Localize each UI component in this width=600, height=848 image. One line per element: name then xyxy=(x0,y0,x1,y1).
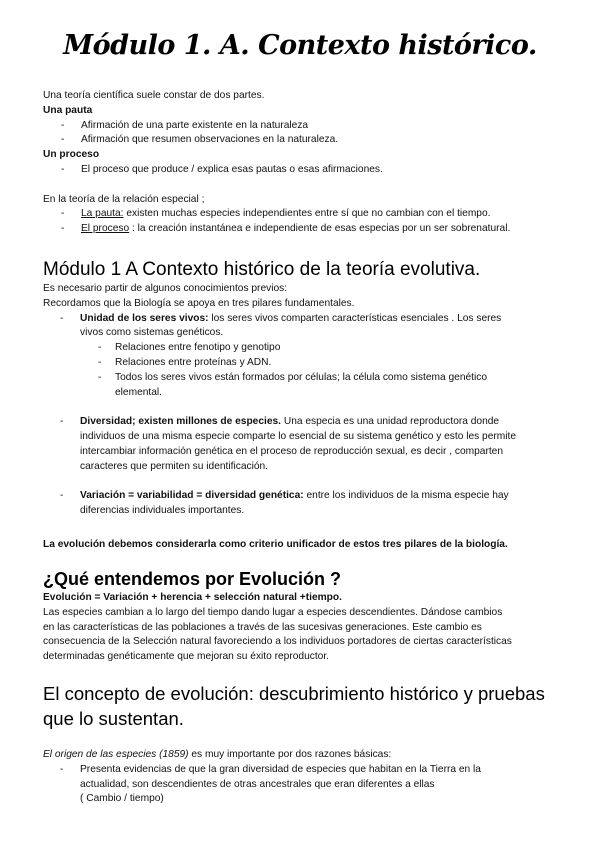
pauta-label: Una pauta xyxy=(43,104,93,116)
proceso-label: Un proceso xyxy=(43,149,100,161)
section2 xyxy=(43,567,558,665)
relacion-item-text: : la creación instantánea e independiente de esas especias por un ser sobrenatural. xyxy=(129,223,511,235)
section3-heading: El concepto de evolución: descubrimiento histórico y pruebas que lo sustentan. xyxy=(43,683,545,729)
unidad-text: los seres vivos comparten características esenciales . Los seres xyxy=(208,312,502,324)
section1-heading: Módulo 1 A Contexto histórico de la teoría evolutiva. xyxy=(43,259,481,280)
intro-block xyxy=(43,89,558,237)
conclusion-line: La evolución debemos considerarla como criterio unificador de estos tres pilares de la biología. xyxy=(43,539,508,550)
origen-item-cont: ( Cambio / tiempo) xyxy=(80,793,164,805)
diversidad-cont: intercambiar información genética en el proceso de reproducción sexual, es decir , comparten xyxy=(80,445,504,457)
relacion-item xyxy=(43,207,558,222)
section3-heading-block xyxy=(43,681,558,731)
origen-line xyxy=(43,748,558,763)
unidad-item xyxy=(43,312,558,327)
section1-heading-block xyxy=(43,258,558,282)
section3-body xyxy=(43,748,558,807)
page-title: Módulo 1. A. Contexto histórico. xyxy=(63,30,537,61)
pauta-item: - Afirmación de una parte existente en la naturaleza xyxy=(43,119,558,134)
origen-item-cont: actualidad, son descendientes de otras ancestrales que eran diferentes a ellas xyxy=(80,778,435,790)
variacion-label: Variación = variabilidad = diversidad genética: xyxy=(80,490,304,502)
section1-line: Es necesario partir de algunos conocimientos previos: xyxy=(43,283,288,294)
diversidad-item xyxy=(43,415,558,430)
unidad-label: Unidad de los seres vivos: xyxy=(80,312,209,324)
relacion-item-text: existen muchas especies independientes entre sí que no cambian con el tiempo. xyxy=(123,208,491,220)
section1-body xyxy=(43,282,558,519)
diversidad-label: Diversidad; existen millones de especies. xyxy=(80,416,282,428)
section2-line: determinadas genéticamente que mejoran su éxito reproductor. xyxy=(43,651,329,663)
unidad-text-cont: vivos como sistemas genéticos. xyxy=(80,327,224,339)
variacion-text: entre los individuos de la misma especie hay xyxy=(303,490,509,502)
unidad-sub-cont: elemental. xyxy=(115,386,163,398)
section2-heading: ¿Qué entendemos por Evolución ? xyxy=(43,569,342,589)
diversidad-cont: caracteres que permiten su identificación. xyxy=(80,460,269,472)
relacion-item-key: El proceso xyxy=(81,223,130,235)
relacion-line: En la teoría de la relación especial ; xyxy=(43,193,205,205)
origen-title: El origen de las especies (1859) xyxy=(43,749,189,760)
proceso-item: - El proceso que produce / explica esas pautas o esas afirmaciones. xyxy=(43,163,558,178)
unidad-sub-item: - Relaciones entre proteínas y ADN. xyxy=(43,356,558,371)
unidad-sub-item: - Todos los seres vivos están formados por células; la célula como sistema genético xyxy=(43,371,558,386)
section2-line: en las características de las poblaciones a través de las sucesivas generaciones. Este cambio es xyxy=(43,621,482,633)
section2-line: Las especies cambian a lo largo del tiempo dando lugar a especies descendientes. Dándose cambios xyxy=(43,606,503,618)
section1-line: Recordamos que la Biología se apoya en tres pilares fundamentales. xyxy=(43,297,355,309)
pauta-item: - Afirmación que resumen observaciones en la naturaleza. xyxy=(43,133,558,148)
conclusion-block xyxy=(43,538,558,553)
origen-item: - Presenta evidencias de que la gran diversidad de especies que habitan en la Tierra en la xyxy=(43,763,558,778)
variacion-item xyxy=(43,489,558,504)
origen-rest: es muy importante por dos razones básicas: xyxy=(188,749,392,760)
section2-line: consecuencia de la Selección natural favoreciendo a los individuos portadores de ciertas características xyxy=(43,636,512,648)
relacion-item xyxy=(43,222,558,237)
intro-line: Una teoría científica suele constar de dos partes. xyxy=(43,90,265,101)
unidad-sub-item: - Relaciones entre fenotipo y genotipo xyxy=(43,341,558,356)
variacion-cont: diferencias individuales importantes. xyxy=(80,504,245,516)
diversidad-text: Una especia es una unidad reproductora donde xyxy=(281,416,500,428)
evolution-formula: Evolución = Variación + herencia + selección natural +tiempo. xyxy=(43,592,342,603)
relacion-item-key: La pauta: xyxy=(81,208,124,220)
diversidad-cont: individuos de una misma especie comparte lo esencial de su sistema genético y esto les permite xyxy=(80,430,517,442)
